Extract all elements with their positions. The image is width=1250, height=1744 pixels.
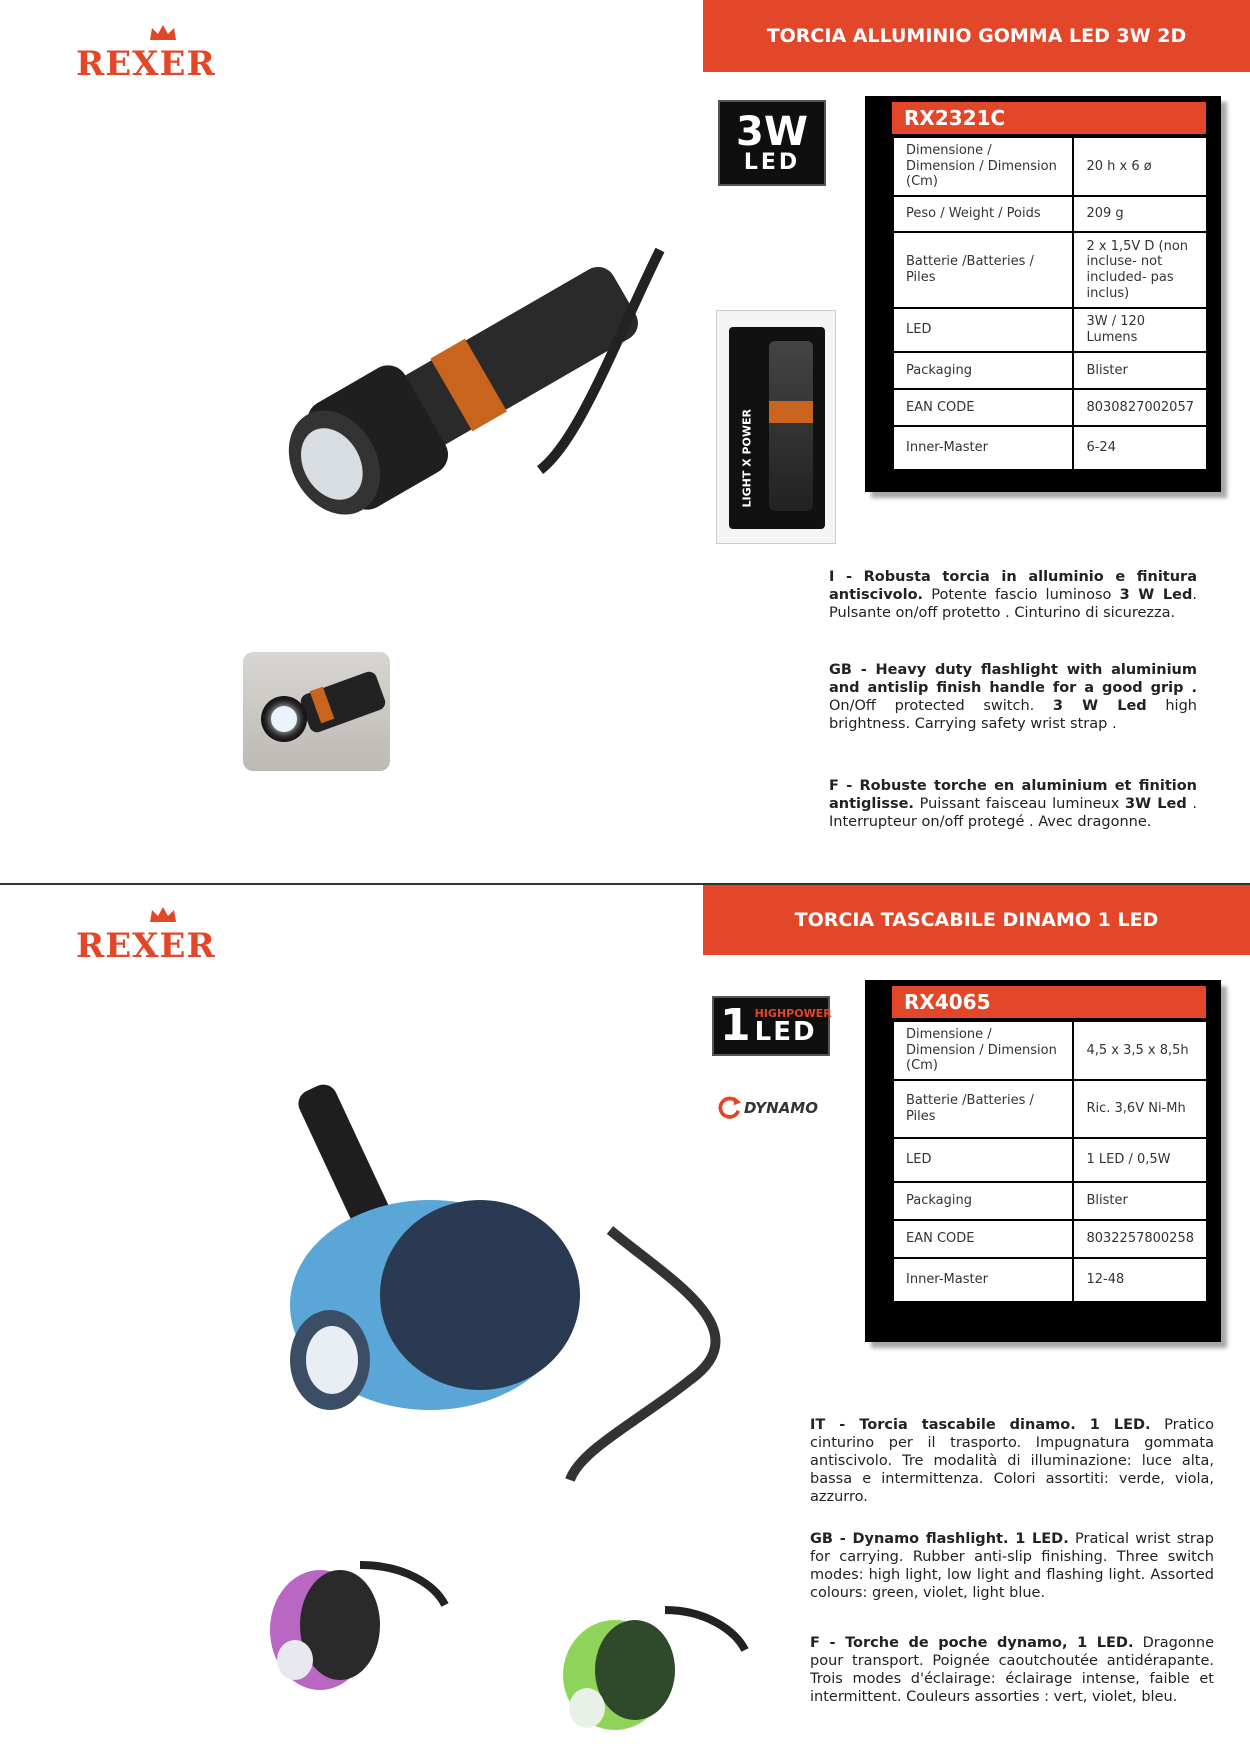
badge-top: HIGHPOWER: [754, 1006, 832, 1020]
spec-table: [892, 1020, 1208, 1303]
badge-bottom: LED: [754, 1016, 817, 1047]
product-title: TORCIA TASCABILE DINAMO 1 LED: [794, 909, 1159, 931]
spec-label: LED: [893, 1138, 1073, 1182]
desc-lead: IT - Torcia tascabile dinamo. 1 LED.: [810, 1417, 1151, 1433]
spec-label: Dimensione / Dimension / Dimension (Cm): [893, 137, 1073, 196]
desc-bold: 3W Led: [1125, 796, 1187, 812]
spec-label: Batterie /Batteries / Piles: [893, 232, 1073, 308]
crown-icon: [148, 24, 178, 42]
product-title-banner: [703, 885, 1250, 955]
spec-value: 4,5 x 3,5 x 8,5h: [1073, 1021, 1207, 1080]
badge-num: 1: [720, 1000, 751, 1051]
spec-label: Dimensione / Dimension / Dimension (Cm): [893, 1021, 1073, 1080]
spec-value: 6-24: [1073, 426, 1207, 470]
spec-label: LED: [893, 308, 1073, 352]
spec-row: [893, 196, 1207, 232]
spec-row: [893, 389, 1207, 426]
product-title-banner: [703, 0, 1250, 72]
product-code: RX4065: [892, 986, 1206, 1018]
desc-tail: high brightness. Carrying safety wrist strap .: [829, 698, 1197, 732]
spec-value: 1 LED / 0,5W: [1073, 1138, 1207, 1182]
spec-row: [893, 137, 1207, 196]
spec-row: [893, 1138, 1207, 1182]
spec-value: 2 x 1,5V D (non incluse- not included- pas inclus): [1073, 232, 1207, 308]
product-title: TORCIA ALLUMINIO GOMMA LED 3W 2D: [766, 25, 1187, 47]
desc-lead: GB - Dynamo flashlight. 1 LED.: [810, 1531, 1069, 1547]
dynamo-flashlight-image: [270, 1080, 770, 1500]
desc-text: Dragonne pour transport. Poignée caoutchoutée antidérapante. Trois modes d'éclairage: éclairage intense, faible et intermittent. Couleurs assorties : vert, violet, bleu.: [810, 1635, 1214, 1705]
description-fr: [829, 777, 1197, 831]
product-code: RX2321C: [892, 102, 1206, 134]
spec-value: 209 g: [1073, 196, 1207, 232]
description-fr: [810, 1634, 1214, 1706]
spec-label: Inner-Master: [893, 426, 1073, 470]
desc-text: Potente fascio luminoso: [923, 587, 1120, 603]
flashlight-image: [200, 180, 720, 600]
desc-bold: 3 W Led: [1119, 587, 1193, 603]
spec-value: Ric. 3,6V Ni-Mh: [1073, 1080, 1207, 1138]
spec-row: [893, 1080, 1207, 1138]
violet-flashlight-illustration: [265, 1545, 455, 1695]
hand-flashlight-photo: [243, 652, 390, 771]
spec-row: [893, 1220, 1207, 1258]
spec-row: [893, 1021, 1207, 1080]
spec-panel: [865, 980, 1221, 1342]
badge-top: 3W: [736, 109, 808, 155]
spec-value: 12-48: [1073, 1258, 1207, 1302]
rexer-logo: [76, 24, 246, 84]
violet-variant-image: [265, 1545, 455, 1695]
spec-panel: [865, 96, 1221, 492]
desc-lead: F - Robuste torche en aluminium et finition antiglisse.: [829, 778, 1197, 812]
blister-text: LIGHT X POWER: [740, 408, 754, 508]
spec-value: 20 h x 6 ø: [1073, 137, 1207, 196]
spec-label: Packaging: [893, 1182, 1073, 1220]
logo-text: REXER: [76, 926, 216, 966]
crown-icon: [148, 906, 178, 924]
blister-package-image: [716, 310, 836, 544]
desc-bold: 3 W Led: [1052, 698, 1147, 714]
desc-lead: GB - Heavy duty flashlight with aluminium and antislip finish handle for a good grip .: [829, 662, 1197, 696]
desc-text: On/Off protected switch.: [829, 698, 1053, 714]
spec-row: [893, 308, 1207, 352]
desc-text: Puissant faisceau lumineux: [913, 796, 1126, 812]
spec-label: EAN CODE: [893, 1220, 1073, 1258]
spec-label: Packaging: [893, 352, 1073, 389]
flashlight-illustration: [200, 180, 720, 600]
spec-row: [893, 352, 1207, 389]
green-flashlight-illustration: [555, 1600, 755, 1740]
spec-row: [893, 1258, 1207, 1302]
dynamo-label: DYNAMO: [744, 1099, 818, 1117]
desc-tail: . Interrupteur on/off protegé . Avec dragonne.: [829, 796, 1198, 830]
dynamo-illustration: [270, 1080, 770, 1500]
green-variant-image: [555, 1600, 755, 1740]
spec-row: [893, 1182, 1207, 1220]
highpower-led-badge: [712, 996, 830, 1056]
desc-lead: I - Robusta torcia in alluminio e finitura antiscivolo.: [829, 569, 1197, 603]
description-it: [810, 1416, 1214, 1506]
spec-value: 8030827002057: [1073, 389, 1207, 426]
spec-table: [892, 136, 1208, 471]
description-gb: [810, 1530, 1214, 1602]
spec-row: [893, 232, 1207, 308]
spec-value: Blister: [1073, 352, 1207, 389]
spec-label: EAN CODE: [893, 389, 1073, 426]
desc-text: Pratico cinturino per il trasporto. Impugnatura gommata antiscivolo. Tre modalità di illuminazione: luce alta, bassa e intermittenza. Colori assortiti: verde, viola, azzurro.: [810, 1417, 1214, 1505]
spec-label: Peso / Weight / Poids: [893, 196, 1073, 232]
spec-value: 3W / 120 Lumens: [1073, 308, 1207, 352]
description-it: [829, 568, 1197, 622]
desc-tail: . Pulsante on/off protetto . Cinturino di sicurezza.: [829, 587, 1197, 621]
desc-lead: F - Torche de poche dynamo, 1 LED.: [810, 1635, 1134, 1651]
description-gb: [829, 661, 1197, 733]
logo-text: REXER: [76, 44, 216, 84]
spec-value: 8032257800258: [1073, 1220, 1207, 1258]
badge-bottom: LED: [743, 150, 801, 175]
rexer-logo: [76, 906, 246, 966]
spec-value: Blister: [1073, 1182, 1207, 1220]
spec-label: Batterie /Batteries / Piles: [893, 1080, 1073, 1138]
spec-label: Inner-Master: [893, 1258, 1073, 1302]
spec-row: [893, 426, 1207, 470]
desc-text: Pratical wrist strap for carrying. Rubber anti-slip finishing. Three switch modes: high light, low light and flashing light. Assorted colours: green, violet, light blue.: [810, 1531, 1214, 1601]
3w-led-badge: [718, 100, 826, 186]
